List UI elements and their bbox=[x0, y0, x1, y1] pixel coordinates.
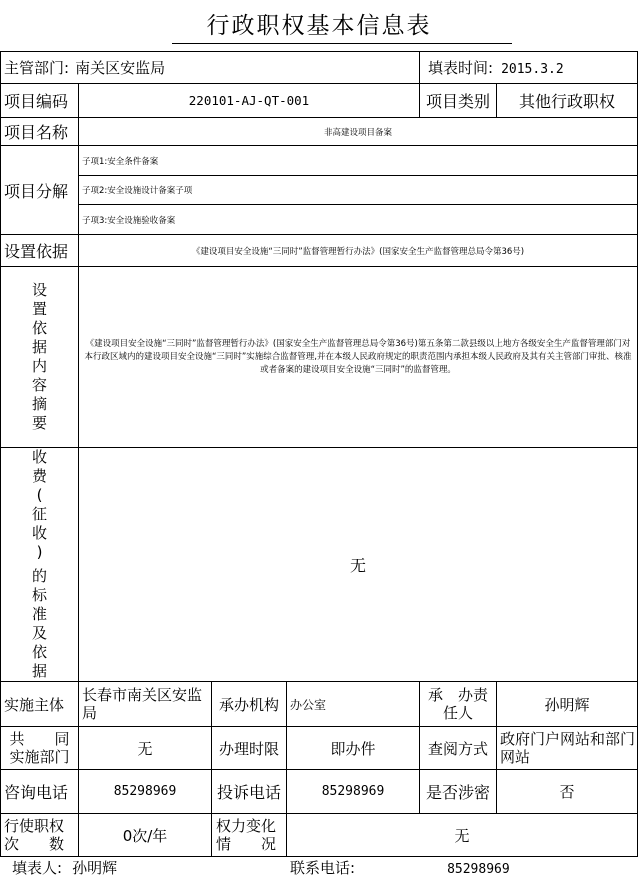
basis-label: 设置依据 bbox=[4, 242, 69, 261]
form-title: 行政职权基本信息表 bbox=[206, 13, 432, 39]
lookup-label: 查阅方式 bbox=[427, 739, 488, 758]
secret-value: 否 bbox=[559, 783, 575, 801]
count-label: 行使职权次 数 bbox=[4, 817, 65, 853]
name-value: 非高建设项目备案 bbox=[323, 127, 392, 138]
filler-value: 孙明辉 bbox=[72, 859, 118, 877]
count-value: 0次/年 bbox=[122, 826, 168, 845]
title-underline bbox=[172, 43, 512, 44]
complaint-label: 投诉电话 bbox=[216, 783, 281, 802]
dept-field bbox=[4, 54, 204, 82]
basis-content-label: 设 置 依 据 内 容 摘 要 bbox=[31, 281, 47, 432]
timelimit-value: 即办件 bbox=[330, 739, 376, 758]
secret-label: 是否涉密 bbox=[425, 783, 490, 802]
basis-content-value: 《建设项目安全设施“三同时”监督管理暂行办法》(国家安全生产监督管理总局令第36号)第五条第二款县级以上地方各级安全生产监督管理部门对本行政区域内的建设项目安全设施“三同时”实施综合监督管理,并在本级人民政府规定的职责范围内承担本级人民政府及其有关主管部门审批、核准或者备案的建设项目安全设施“三同时”的监督管理。 bbox=[84, 338, 632, 375]
contact-field bbox=[290, 858, 510, 878]
lookup-value: 政府门户网站和部门网站 bbox=[500, 730, 636, 766]
decomp-label: 项目分解 bbox=[4, 181, 69, 201]
timelimit-label: 办理时限 bbox=[218, 739, 279, 758]
date-label: 填表时间: bbox=[428, 59, 494, 77]
date-field bbox=[428, 54, 633, 82]
category-label: 项目类别 bbox=[425, 92, 490, 111]
contact-label: 联系电话: bbox=[290, 859, 356, 877]
name-label: 项目名称 bbox=[4, 123, 69, 142]
responsible-label: 承 办责任人 bbox=[428, 686, 489, 722]
basis-value: 《建设项目安全设施“三同时”监督管理暂行办法》(国家安全生产监督管理总局令第36号) bbox=[191, 246, 525, 257]
handler-label: 承办机构 bbox=[218, 695, 279, 714]
handler-value: 办公室 bbox=[290, 697, 327, 712]
subitem-3: 子项3:安全设施验收备案 bbox=[82, 215, 176, 226]
complaint-value: 85298969 bbox=[321, 784, 385, 799]
category-value: 其他行政职权 bbox=[518, 92, 615, 111]
filler-label: 填表人: bbox=[12, 859, 63, 877]
consult-value: 85298969 bbox=[113, 784, 177, 799]
dept-value: 南关区安监局 bbox=[75, 59, 166, 77]
joint-label: 共 同实施部门 bbox=[9, 730, 70, 766]
joint-value: 无 bbox=[137, 739, 153, 758]
code-label: 项目编码 bbox=[4, 92, 69, 111]
impl-label: 实施主体 bbox=[4, 695, 65, 714]
change-value: 无 bbox=[454, 826, 470, 845]
filler-field bbox=[12, 858, 117, 878]
impl-value: 长春市南关区安监局 bbox=[82, 686, 203, 722]
date-value: 2015.3.2 bbox=[501, 62, 564, 77]
change-label: 权力变化情 况 bbox=[216, 817, 277, 853]
fee-value: 无 bbox=[349, 556, 366, 575]
responsible-value: 孙明辉 bbox=[544, 695, 590, 714]
basis-content-cell bbox=[79, 267, 637, 447]
consult-label: 咨询电话 bbox=[4, 783, 69, 802]
contact-value: 85298969 bbox=[447, 862, 510, 877]
subitem-2: 子项2:安全设施设计备案子项 bbox=[82, 186, 193, 196]
code-value: 220101-AJ-QT-001 bbox=[188, 93, 310, 108]
fee-label: 收 费 ( 征 收 ) 的 标 准 及 依 据 bbox=[31, 448, 47, 680]
subitem-1: 子项1:安全条件备案 bbox=[82, 156, 159, 167]
dept-label: 主管部门: bbox=[4, 59, 70, 77]
